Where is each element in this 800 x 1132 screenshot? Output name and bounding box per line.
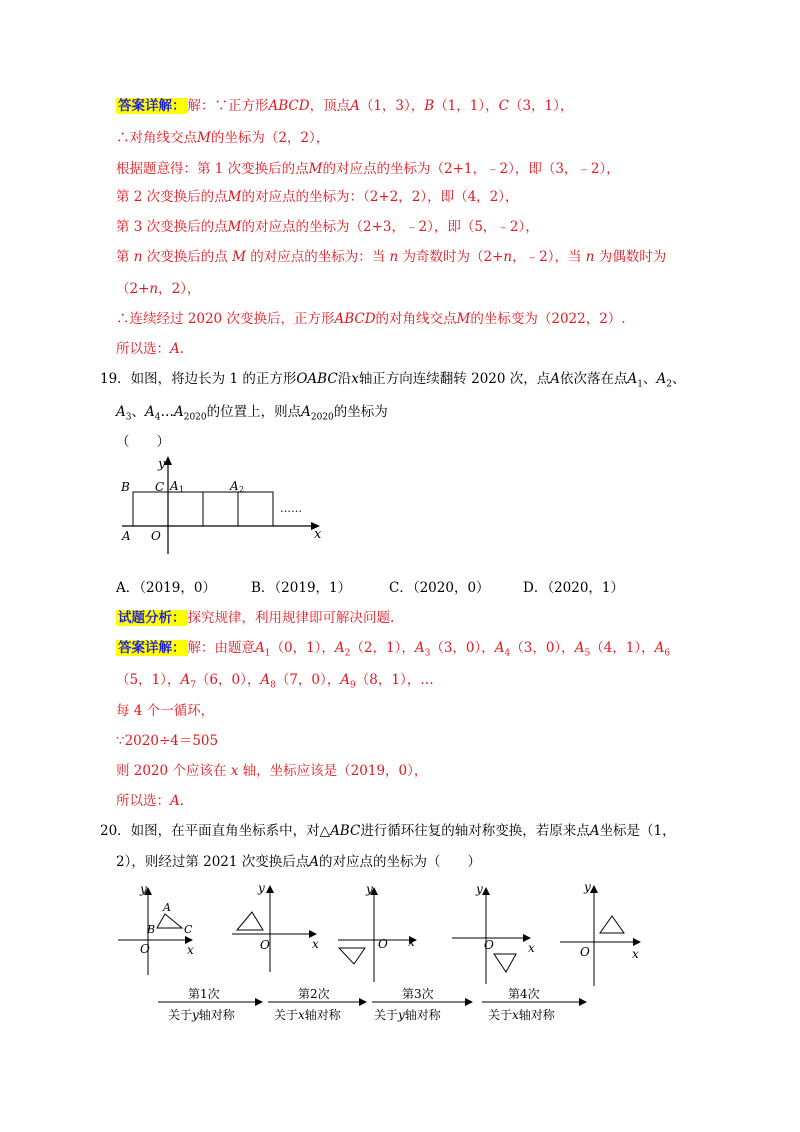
q19-answer-line-2: （5，1），$A_7(6$，0），$A_8(7$，0），$A_9(8$，1），… [116,672,434,691]
p3-y-label: y [366,882,373,896]
p2-origin-label: O [260,938,270,952]
step-arrow-3 [372,986,472,1022]
q18-answer-line-2: ∴对角线交点M的坐标为（2，2）， [116,130,330,146]
svg-text:2: 2 [239,485,245,494]
panel-original [118,882,194,975]
p5-x-label: x [632,947,639,961]
svg-text:关于y轴对称: 关于y轴对称 [374,1008,441,1022]
point-a2-label: A [230,479,239,493]
point-a1-label: A [170,479,179,493]
q19-answer-line-3: 每 4 个一循环， [116,703,215,719]
answer-detail-label: 答案详解： [118,640,186,656]
q20-question-line-1: 20．如图，在平面直角坐标系中，对△ABC进行循环往复的轴对称变换，若原来点A坐标是（1， [100,823,676,839]
answer-detail-label: 答案详解： [118,98,186,114]
p2-y-label: y [258,881,265,895]
q19-answer-line-5: 则 2020 个应该在 x 轴，坐标应该是（2019，0）， [116,763,428,779]
analysis-label: 试题分析： [118,610,186,626]
q18-answer-line-7: （2+n，2）， [116,281,201,297]
y-axis-label: y [158,457,166,472]
p1-origin-label: O [140,942,150,956]
q20-question-line-2: 2），则经过第 2021 次变换后点A的对应点的坐标为（ ） [116,854,482,870]
q19-answer-line-6: 所以选：A. [116,793,185,809]
q18-answer-line-5: 第 3 次变换后的点M的对应点的坐标为（2+3，﹣2），即（5，﹣2）， [116,219,539,235]
q19-answer-line-4: ∵2020÷4＝505 [116,733,219,749]
p4-x-label: x [528,941,535,955]
p1-x-label: x [187,943,194,957]
continuation-dots: …… [280,502,302,515]
point-c-label: C [155,480,165,494]
step-arrow-4 [482,986,586,1022]
q18-answer-line-4: 第 2 次变换后的点M的对应点的坐标为：（2+2，2），即（4，2）， [116,189,519,205]
q19-option-c[interactable]: C．（2020，0） [389,580,490,596]
p5-origin-label: O [580,945,590,959]
q18-answer-line-9: 所以选：A. [116,341,185,357]
q18-answer-line-6: 第 n 次变换后的点 M 的对应点的坐标为：当 n 为奇数时为（2+n，﹣2），当 n 为偶数时为 [116,249,667,265]
step-arrow-1 [158,986,262,1022]
q19-question-line-2: $A_3$、$A_4\dots A_{2020}$的位置上，则点$A_{2020}$的坐标为 [116,404,388,423]
p1-y-label: y [140,882,147,896]
svg-text:第2次: 第2次 [298,987,330,1001]
x-axis-label: x [314,527,322,542]
svg-text:关于x轴对称: 关于x轴对称 [274,1008,341,1022]
panel-step-2 [338,882,416,982]
q18-answer-line-3: 根据题意得：第 1 次变换后的点M的对应点的坐标为（2+1，﹣2），即（3，﹣2）， [116,161,620,177]
panel-step-3 [452,882,535,984]
q19-analysis: 试题分析： 探究规律，利用规律即可解决问题. [118,610,395,626]
p4-origin-label: O [484,938,494,952]
p3-x-label: x [408,935,415,949]
point-a-label: A [122,529,131,543]
origin-label: O [151,529,161,543]
q19-option-d[interactable]: D．（2020，1） [523,580,625,596]
svg-text:第1次: 第1次 [188,987,220,1001]
p4-y-label: y [476,882,483,896]
q18-answer-line-1: 答案详解： 解：∵正方形ABCD，顶点A（1，3），B（1，1），C（3，1）， [118,98,574,114]
point-b-label: B [121,480,130,494]
p1-point-a-label: A [163,901,171,914]
q19-option-a[interactable]: A．（2019，0） [116,580,216,596]
q19-answer-line-1: 答案详解： 解：由题意$A_1(0$，1），$A_2(2$，1），$A_3(3$，0），$A_4(3$，0），$A_5(4$，1），$A_6$ [118,640,671,659]
p3-origin-label: O [378,937,388,951]
q20-figure [110,880,650,1030]
p2-x-label: x [312,937,319,951]
svg-text:1: 1 [179,485,185,494]
p1-point-c-label: C [184,923,193,936]
p5-y-label: y [584,880,591,894]
q18-answer-line-8: ∴连续经过 2020 次变换后，正方形ABCD的对角线交点M的坐标变为（2022，2）. [116,311,626,327]
panel-step-1 [232,881,319,972]
q19-answer-parentheses: （ ） [116,434,170,450]
p1-point-b-label: B [147,923,156,936]
svg-text:关于x轴对称: 关于x轴对称 [488,1008,555,1022]
panel-step-4 [560,880,640,986]
q19-question-line-1: 19．如图，将边长为 1 的正方形OABC沿x轴正方向连续翻转 2020 次，点A依次落在点$A_1$、$A_2$、 [100,371,686,390]
svg-text:第3次: 第3次 [402,987,434,1001]
svg-text:关于y轴对称: 关于y轴对称 [168,1008,235,1022]
q19-figure [110,452,340,562]
q19-option-b[interactable]: B．（2019，1） [251,580,352,596]
svg-text:第4次: 第4次 [508,987,540,1001]
step-arrow-2 [268,986,366,1022]
